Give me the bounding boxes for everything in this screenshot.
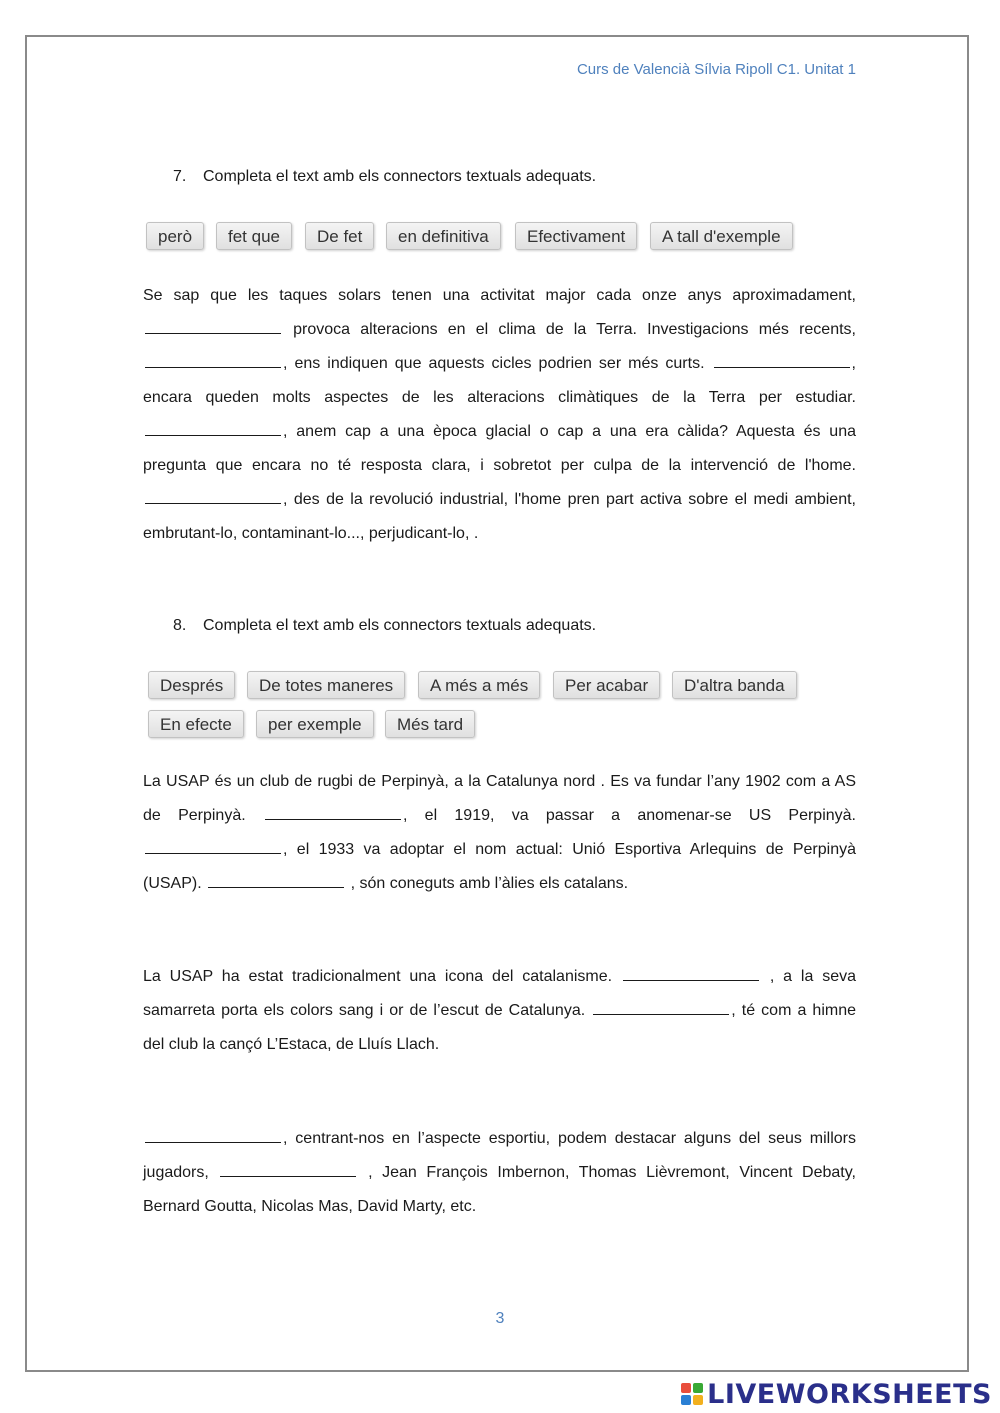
exercise-8-paragraph-2 xyxy=(143,960,856,1062)
text-segment: provoca alteracions en el clima de la Terra. Investigacions més recents, xyxy=(293,321,856,338)
exercise-8-paragraph-3 xyxy=(143,1122,856,1224)
liveworksheets-logo xyxy=(681,1377,992,1411)
exercise-8-paragraph-1 xyxy=(143,765,856,901)
text-segment: , des de la revolució industrial, l'home pren part activa sobre el medi ambient, embrutant-lo, contaminant-lo..., perjudicant-lo, . xyxy=(143,491,856,542)
answer-blank[interactable] xyxy=(145,421,281,436)
answer-blank[interactable] xyxy=(714,353,850,368)
answer-blank[interactable] xyxy=(208,873,344,888)
word-chip[interactable]: En efecte xyxy=(148,710,244,738)
text-segment: , té com a himne del club la cançó L’Estaca, de Lluís Llach. xyxy=(143,1002,856,1053)
word-chip[interactable]: per exemple xyxy=(256,710,374,738)
exercise-7-number: 7. xyxy=(173,168,187,185)
answer-blank[interactable] xyxy=(145,839,281,854)
text-segment: Se sap que les taques solars tenen una activitat major cada onze anys aproximadament, xyxy=(143,287,856,304)
word-chip[interactable]: D'altra banda xyxy=(672,671,797,699)
exercise-7-instruction xyxy=(173,168,596,186)
exercise-8-text: Completa el text amb els connectors textuals adequats. xyxy=(203,617,597,634)
text-segment: , el 1933 va adoptar el nom actual: Unió Esportiva Arlequins de Perpinyà (USAP). xyxy=(143,841,856,892)
text-segment: , el 1919, va passar a anomenar-se US Perpinyà. xyxy=(402,807,856,824)
word-chip[interactable]: A tall d'exemple xyxy=(650,222,793,250)
word-chip[interactable]: De totes maneres xyxy=(247,671,405,699)
text-segment: , són coneguts amb l’àlies els catalans. xyxy=(346,875,629,892)
exercise-8-instruction xyxy=(173,617,596,635)
text-segment: La USAP ha estat tradicionalment una icona del catalanisme. xyxy=(143,968,613,985)
exercise-8-number: 8. xyxy=(173,617,187,634)
text-segment: , encara queden molts aspectes de les alteracions climàtiques de la Terra per estudiar. xyxy=(143,355,856,406)
text-segment: , Jean François Imbernon, Thomas Lièvremont, Vincent Debaty, Bernard Goutta, Nicolas Mas, David Marty, etc. xyxy=(143,1164,856,1215)
page-number: 3 xyxy=(495,1310,505,1327)
exercise-8-word-bank xyxy=(145,671,865,741)
word-chip[interactable]: Més tard xyxy=(385,710,475,738)
text-segment: , ens indiquen que aquests cicles podrien ser més curts. xyxy=(283,355,705,372)
text-segment: , a la seva samarreta porta els colors sang i or de l’escut de Catalunya. xyxy=(143,968,857,1019)
answer-blank[interactable] xyxy=(145,319,281,334)
text-segment: , anem cap a una època glacial o cap a una era càlida? Aquesta és una pregunta que encara no té resposta clara, i sobretot per culpa de la intervenció de l'home. xyxy=(143,423,856,474)
word-chip[interactable]: en definitiva xyxy=(386,222,501,250)
exercise-7-word-bank xyxy=(145,222,865,252)
answer-blank[interactable] xyxy=(145,489,281,504)
answer-blank[interactable] xyxy=(265,805,401,820)
logo-text: LIVEWORKSHEETS xyxy=(707,1378,992,1410)
answer-blank[interactable] xyxy=(220,1162,356,1177)
page-header: Curs de Valencià Sílvia Ripoll C1. Unitat 1 xyxy=(576,61,856,78)
word-chip[interactable]: Efectivament xyxy=(515,222,637,250)
exercise-7-text: Completa el text amb els connectors textuals adequats. xyxy=(203,168,597,185)
logo-mark-icon xyxy=(681,1383,703,1405)
word-chip[interactable]: Després xyxy=(148,671,235,699)
text-segment: , centrant-nos en l’aspecte esportiu, podem destacar alguns del seus millors jugadors, xyxy=(143,1130,856,1181)
answer-blank[interactable] xyxy=(593,1000,729,1015)
word-chip[interactable]: A més a més xyxy=(418,671,540,699)
word-chip[interactable]: Per acabar xyxy=(553,671,660,699)
answer-blank[interactable] xyxy=(623,966,759,981)
word-chip[interactable]: fet que xyxy=(216,222,292,250)
text-segment: La USAP és un club de rugbi de Perpinyà, a la Catalunya nord . Es va fundar l’any 1902 com a AS de Perpinyà. xyxy=(143,773,856,824)
word-chip[interactable]: però xyxy=(146,222,204,250)
word-chip[interactable]: De fet xyxy=(305,222,374,250)
answer-blank[interactable] xyxy=(145,1128,281,1143)
exercise-7-text-body xyxy=(143,279,856,551)
answer-blank[interactable] xyxy=(145,353,281,368)
